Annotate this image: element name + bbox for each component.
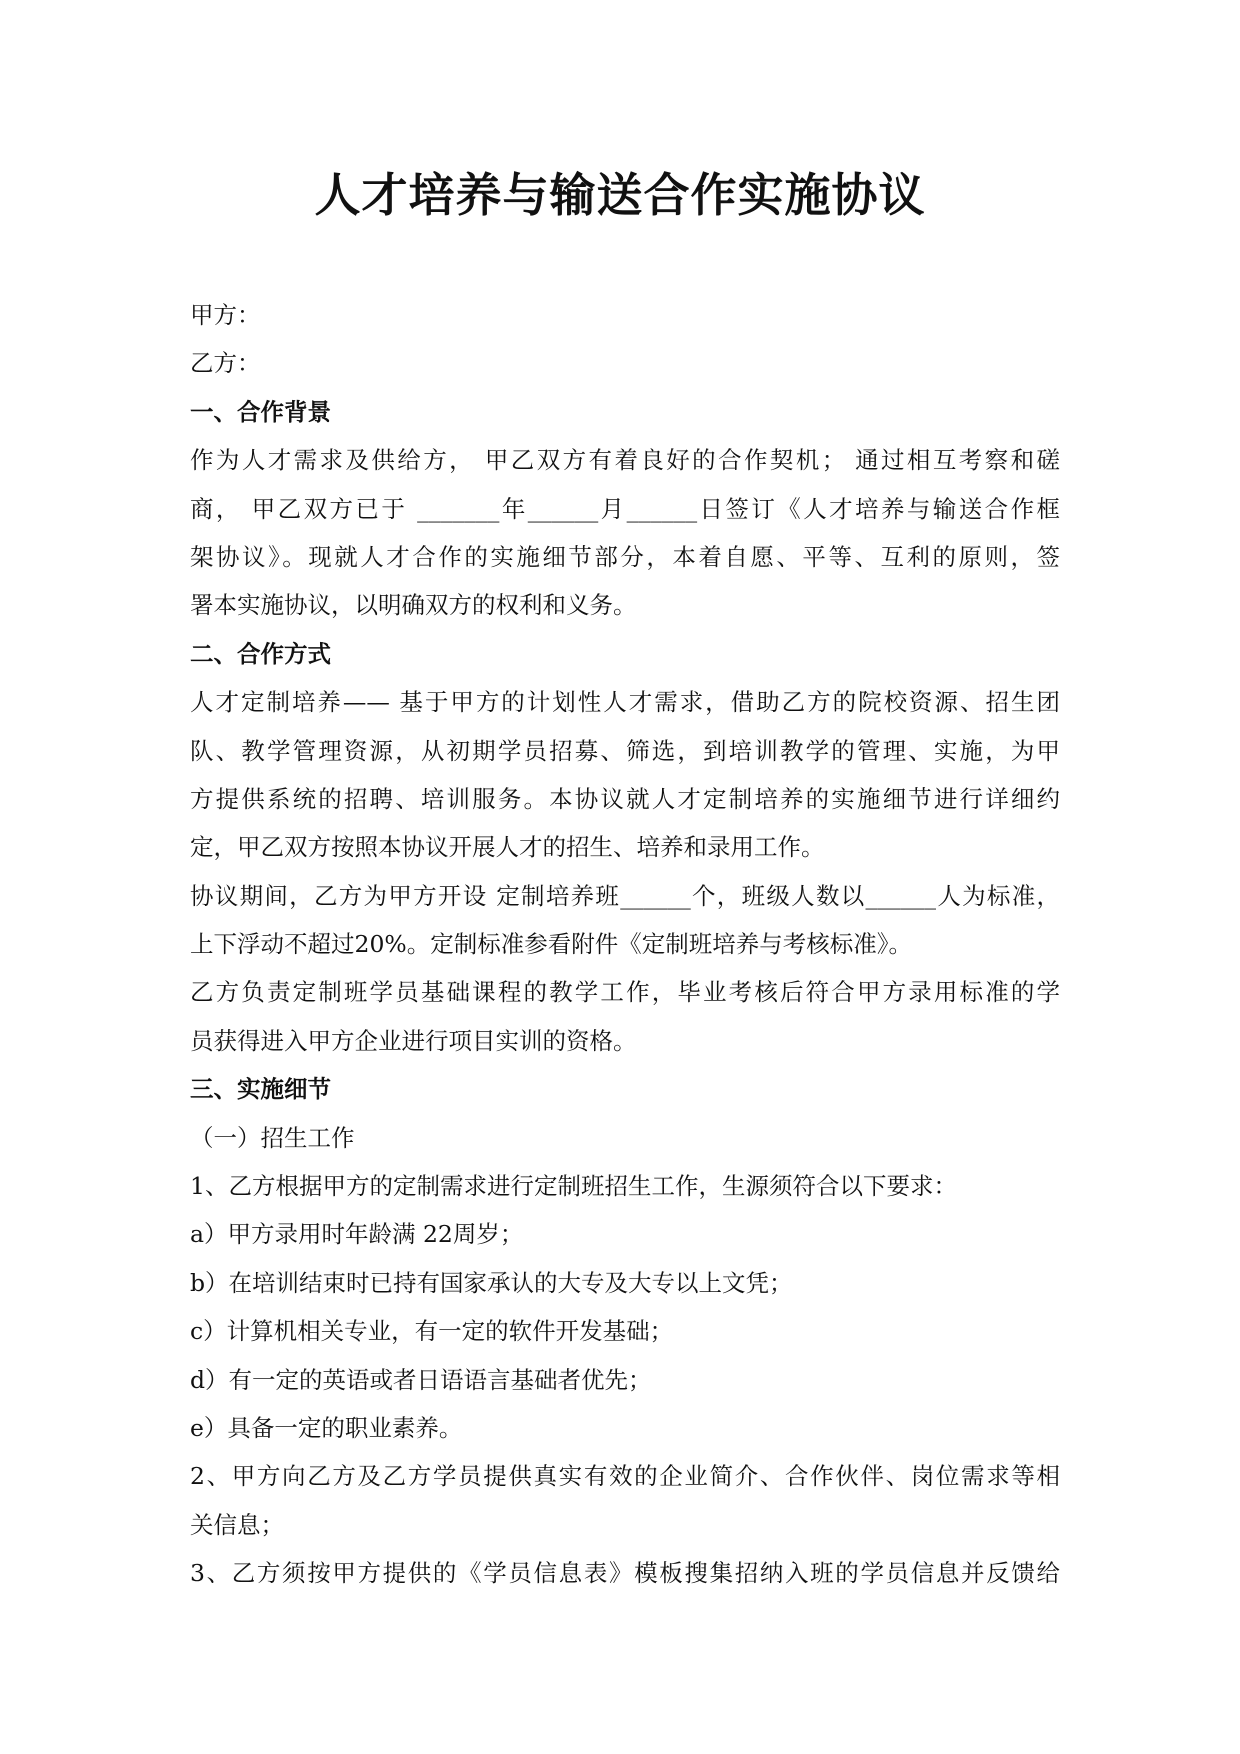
document-title: 人才培养与输送合作实施协议 (314, 168, 926, 222)
list-item: e）具备一定的职业素养。 (190, 1413, 463, 1442)
paragraph-line: 乙方负责定制班学员基础课程的教学工作，毕业考核后符合甲方录用标准的学 (190, 978, 1060, 1007)
list-item: c）计算机相关专业，有一定的软件开发基础； (190, 1317, 674, 1346)
paragraph-line: 员获得进入甲方企业进行项目实训的资格。 (190, 1026, 637, 1055)
list-item: 2、甲方向乙方及乙方学员提供真实有效的企业简介、合作伙伴、岗位需求等相 (190, 1462, 1060, 1491)
list-item: a）甲方录用时年龄满 22周岁； (190, 1220, 524, 1249)
paragraph-line: 队、教学管理资源，从初期学员招募、筛选，到培训教学的管理、实施，为甲 (190, 736, 1060, 765)
party-a-label: 甲方： (190, 301, 261, 329)
list-item: d）有一定的英语或者日语语言基础者优先； (190, 1365, 652, 1394)
paragraph-line: 署本实施协议，以明确双方的权利和义务。 (190, 591, 637, 620)
subsection-heading-enrollment: （一）招生工作 (190, 1123, 355, 1152)
paragraph-line: 人才定制培养—— 基于甲方的计划性人才需求，借助乙方的院校资源、招生团 (190, 688, 1060, 717)
paragraph-line: 架协议》。现就人才合作的实施细节部分，本着自愿、平等、互利的原则，签 (190, 542, 1060, 571)
paragraph-line: 定，甲乙双方按照本协议开展人才的招生、培养和录用工作。 (190, 833, 825, 862)
section-heading-background: 一、合作背景 (190, 397, 331, 426)
paragraph-line: 方提供系统的招聘、培训服务。本协议就人才定制培养的实施细节进行详细约 (190, 784, 1060, 813)
party-b-label: 乙方： (190, 349, 261, 378)
list-item: 关信息； (190, 1510, 284, 1539)
paragraph-line: 上下浮动不超过20%。定制标准参看附件《定制班培养与考核标准》。 (190, 930, 912, 959)
list-item: 1、乙方根据甲方的定制需求进行定制班招生工作，生源须符合以下要求： (190, 1172, 957, 1201)
section-heading-implementation: 三、实施细节 (190, 1075, 331, 1104)
paragraph-line: 协议期间，乙方为甲方开设 定制培养班______个，班级人数以______人为标准， (190, 881, 1060, 910)
section-heading-cooperation: 二、合作方式 (190, 639, 331, 668)
document-body (190, 291, 1060, 1598)
list-item: 3、乙方须按甲方提供的《学员信息表》模板搜集招纳入班的学员信息并反馈给 (190, 1559, 1060, 1588)
paragraph-line: 商， 甲乙双方已于 _______年______月______日签订《人才培养与输送合作框 (190, 494, 1060, 523)
paragraph-line: 作为人才需求及供给方， 甲乙双方有着良好的合作契机； 通过相互考察和磋 (190, 446, 1060, 475)
list-item: b）在培训结束时已持有国家承认的大专及大专以上文凭； (190, 1268, 793, 1297)
